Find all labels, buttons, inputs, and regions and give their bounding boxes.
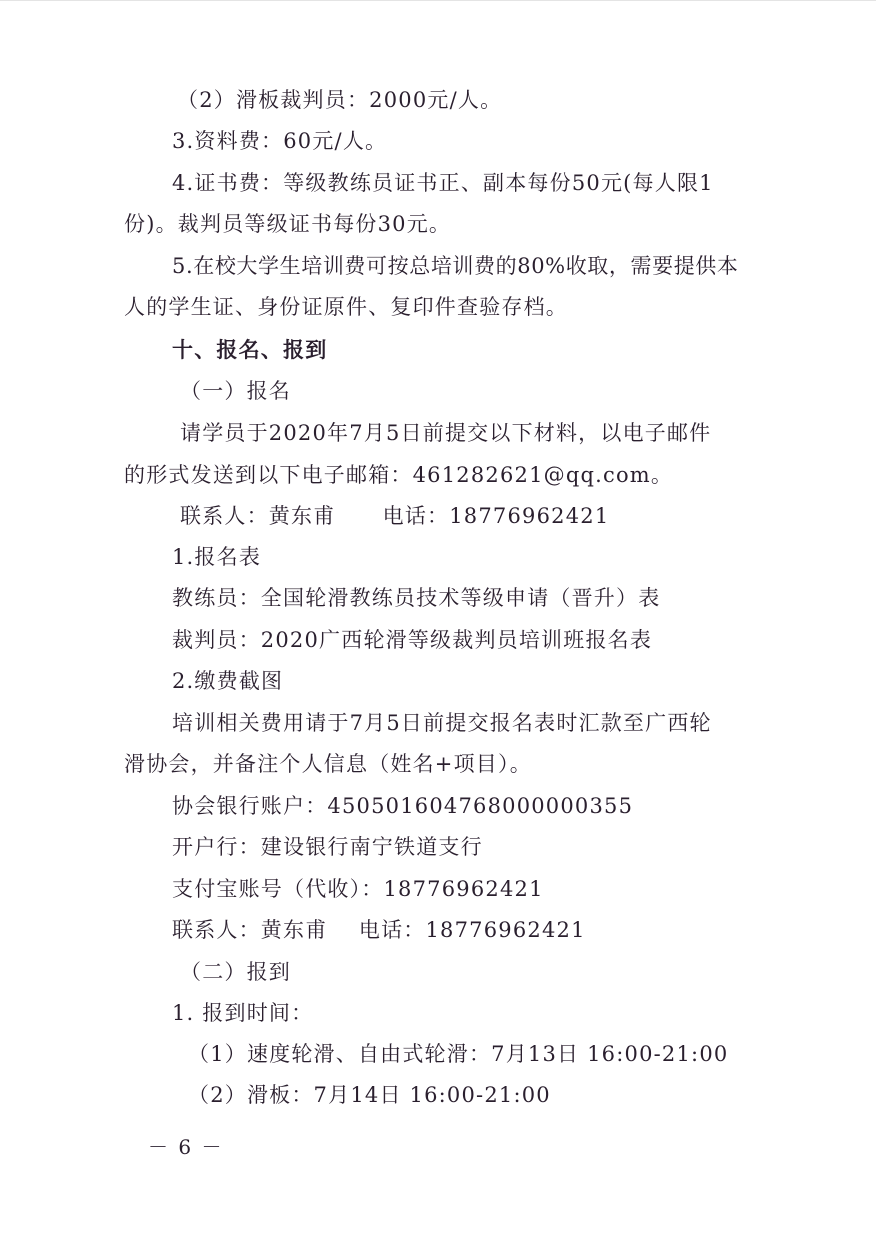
signup-instructions: 请学员于2020年7月5日前提交以下材料，以电子邮件 [180,421,712,445]
subsection-signup: （一）报名 [180,379,291,403]
payment-instructions-cont: 滑协会，并备注个人信息（姓名+项目）。 [124,752,532,776]
bank-branch: 开户行：建设银行南宁铁道支行 [172,835,483,859]
checkin-time-label: 1. 报到时间： [172,1001,314,1025]
contact-line-2: 联系人：黄东甫 电话：18776962421 [172,918,586,942]
student-discount: 5.在校大学生培训费可按总培训费的80%收取，需要提供本 [172,254,739,278]
referee-form: 裁判员：2020广西轮滑等级裁判员培训班报名表 [172,628,653,652]
section-heading-registration: 十、报名、报到 [172,337,328,362]
checkin-time-speed-freestyle: （1）速度轮滑、自由式轮滑：7月13日 16:00-21:00 [188,1042,729,1066]
fee-materials: 3.资料费：60元/人。 [172,129,388,153]
student-discount-cont: 人的学生证、身份证原件、复印件查验存档。 [124,295,568,319]
contact-line-1: 联系人：黄东甫 电话：18776962421 [180,504,610,528]
page-number: － 6 － [148,1135,224,1159]
fee-certificate: 4.证书费：等级教练员证书正、副本每份50元(每人限1 [172,171,714,195]
item-signup-form: 1.报名表 [172,545,262,569]
checkin-time-skateboard: （2）滑板：7月14日 16:00-21:00 [188,1083,551,1107]
coach-form: 教练员：全国轮滑教练员技术等级申请（晋升）表 [172,586,661,610]
fee-certificate-cont: 份)。裁判员等级证书每份30元。 [124,212,452,236]
item-payment-screenshot: 2.缴费截图 [172,669,284,693]
fee-skateboard-referee: （2）滑板裁判员：2000元/人。 [177,88,503,112]
alipay-account: 支付宝账号（代收）：18776962421 [172,877,544,901]
bank-account: 协会银行账户：450501604768000000355 [172,794,634,818]
payment-instructions: 培训相关费用请于7月5日前提交报名表时汇款至广西轮 [172,711,712,735]
signup-email: 的形式发送到以下电子邮箱：461282621@qq.com。 [124,463,674,487]
subsection-checkin: （二）报到 [180,960,291,984]
